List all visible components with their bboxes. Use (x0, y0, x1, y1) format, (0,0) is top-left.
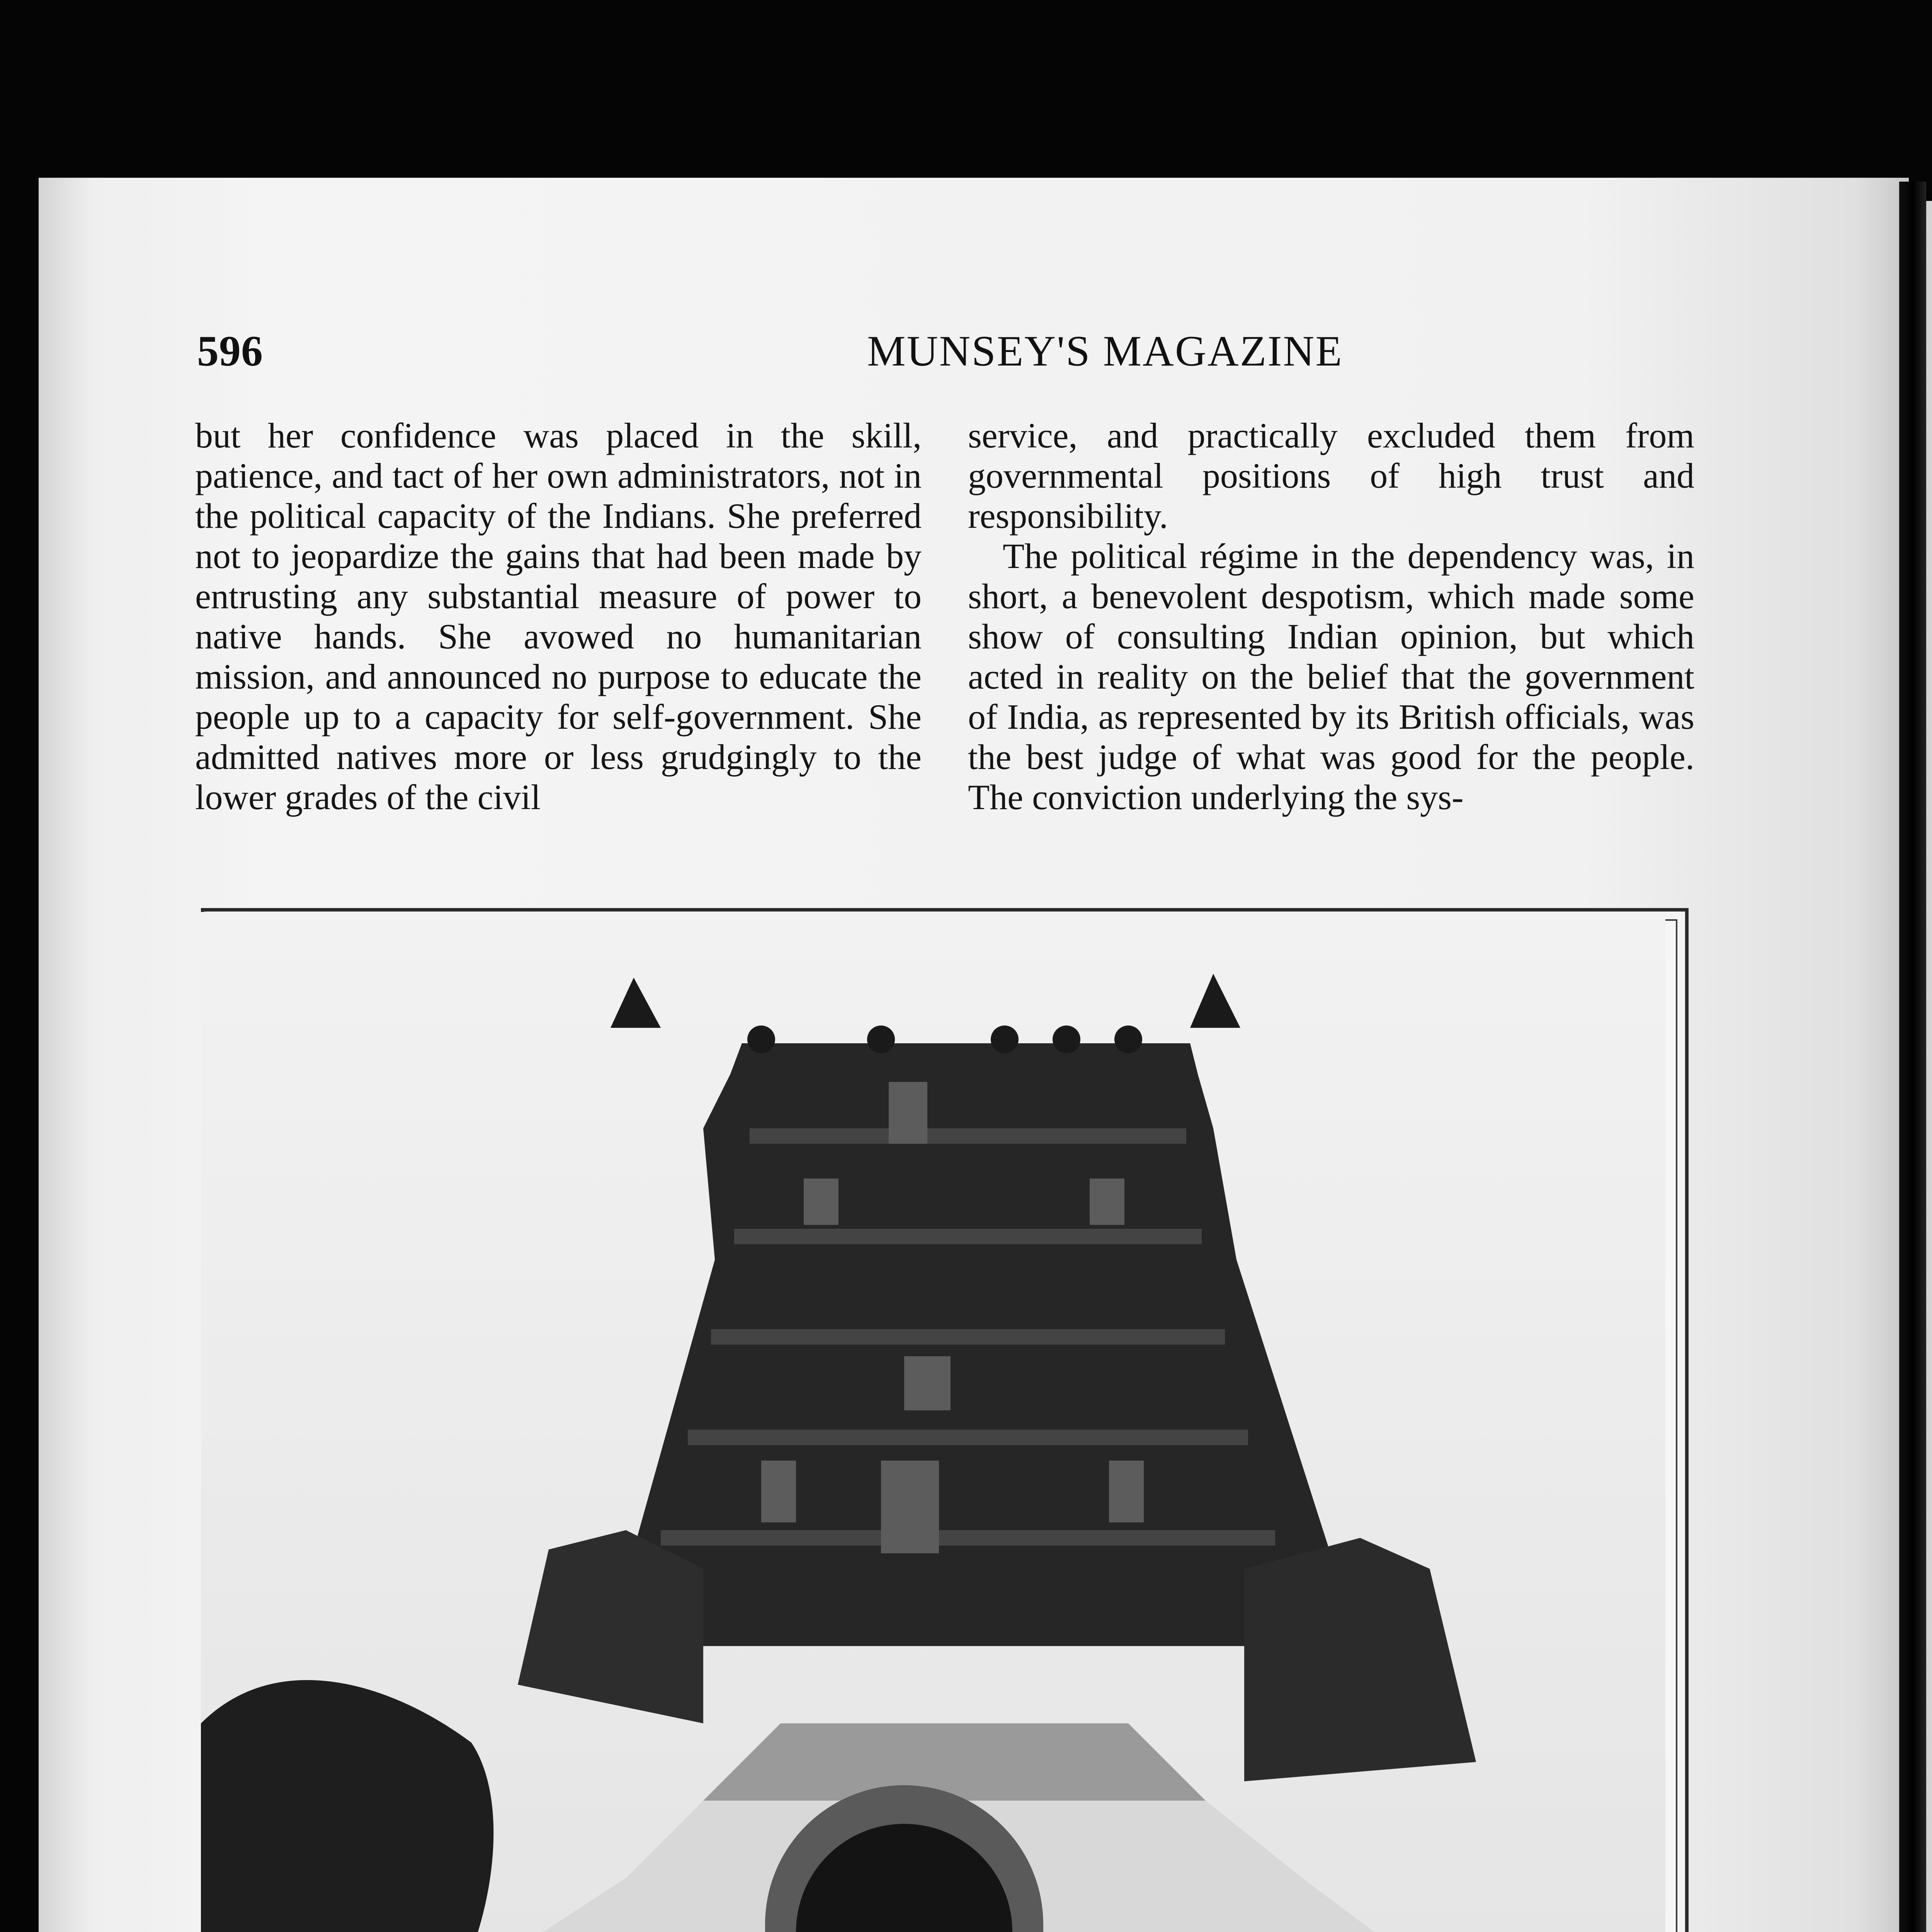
paragraph: The political régime in the dependency was, in short, a benevolent despotism, which made some show of consulting Indian opinion, but which acted in reality on the belief that the government of India, as represented by its British officials, was the best judge of what was good for the people. The conviction underlying the sys- (968, 536, 1694, 817)
paragraph: but her confidence was placed in the skill, patience, and tact of her own administrators, not in the political capacity of the Indians. She preferred not to jeopardize the gains that had been made by entrusting any substantial measure of power to native hands. She avowed no humanitarian mission, and announced no purpose to educate the people up to a capacity for self-government. She admitted natives more or less grudgingly to the lower grades of the civil (195, 416, 922, 817)
book-gutter (1899, 182, 1926, 1932)
paragraph: service, and practically excluded them from governmental positions of high trust and responsibility. (968, 416, 1694, 536)
running-head: MUNSEY'S MAGAZINE (867, 327, 1343, 375)
text-column-left (195, 415, 922, 817)
temple-gateway-photo (201, 912, 1665, 1932)
text-column-right (968, 415, 1694, 817)
page-header (197, 327, 1704, 377)
page-number: 596 (197, 327, 263, 375)
